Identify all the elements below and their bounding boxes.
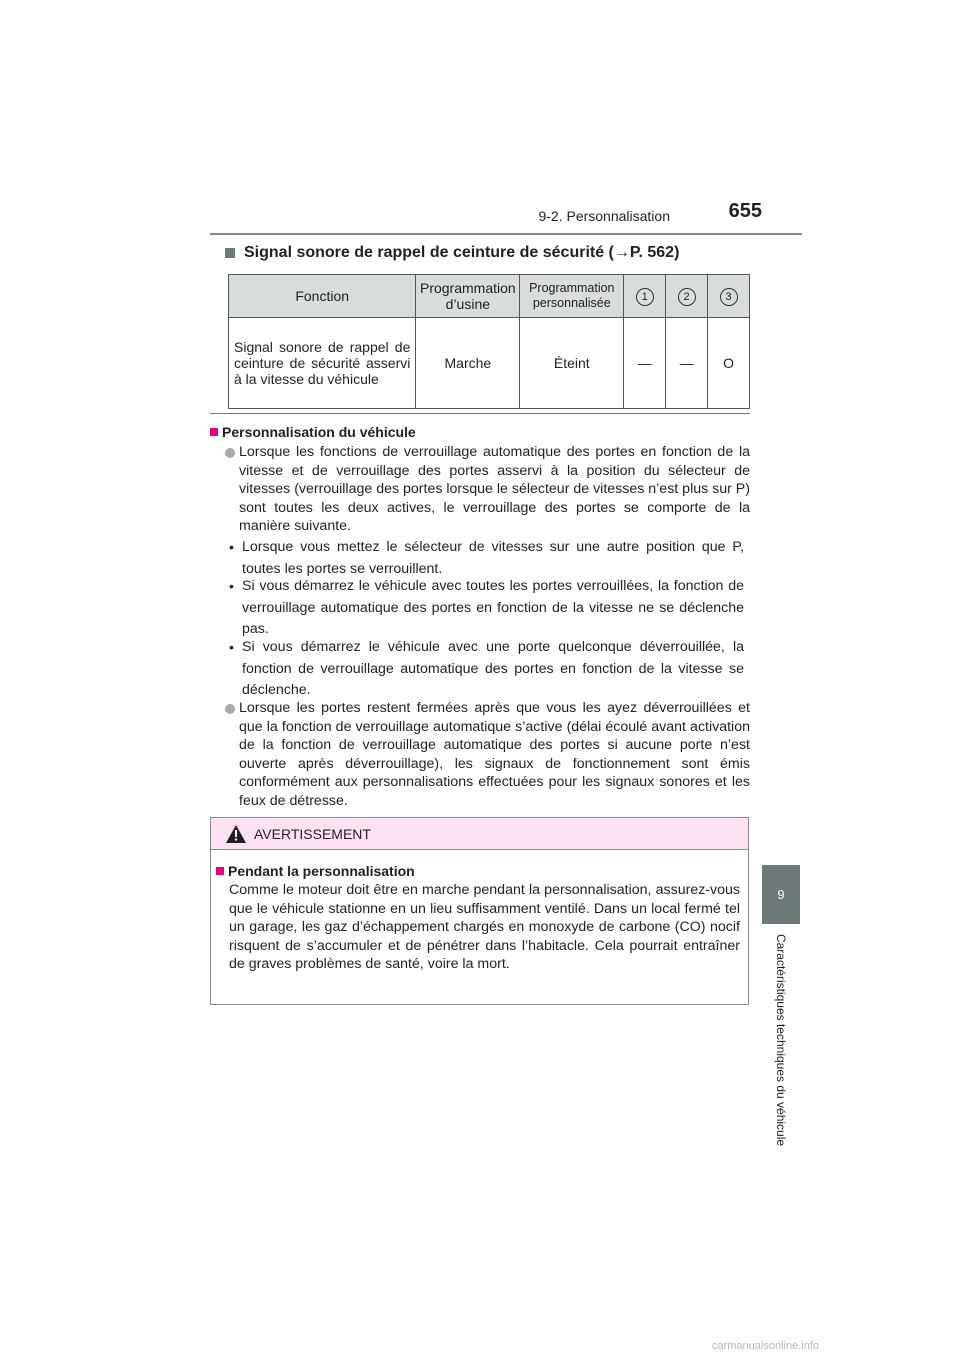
- section-title-text: Signal sonore de rappel de ceinture de sécurité (→P. 562): [244, 244, 680, 261]
- warning-header: [211, 818, 748, 850]
- warning-subtitle-text: Pendant la personnalisation: [228, 863, 415, 879]
- note-title: [210, 424, 416, 440]
- bullet-dot: •: [229, 639, 234, 655]
- circle-bullet-icon: [225, 448, 235, 458]
- header-divider: [210, 233, 802, 235]
- circled-two-icon: 2: [678, 288, 696, 306]
- header-col2: [666, 275, 708, 318]
- circled-three-icon: 3: [720, 288, 738, 306]
- header-custom: Programmation personnalisée: [520, 275, 624, 318]
- note-title-text: Personnalisation du véhicule: [222, 424, 416, 440]
- section-title: [225, 244, 765, 262]
- header-function: Fonction: [229, 275, 416, 318]
- header-section-title: 9-2. Personnalisation: [538, 208, 670, 224]
- cell-factory: Marche: [416, 318, 520, 409]
- header-col3: [708, 275, 750, 318]
- watermark: carmanualsonline.info: [712, 1340, 820, 1352]
- pink-square-icon: [210, 428, 218, 436]
- square-bullet-icon: [225, 248, 235, 258]
- chapter-tab-number: 9: [777, 887, 785, 902]
- cell-custom: Éteint: [520, 318, 624, 409]
- warning-box: [210, 817, 749, 1005]
- bullet-dot: •: [229, 539, 234, 555]
- table-header-row: [229, 275, 750, 318]
- note-sub-item-1: Lorsque vous mettez le sélecteur de vitesses sur une autre position que P, toutes les portes se verrouillent.: [242, 539, 744, 577]
- note-paragraph-1: Lorsque les fonctions de verrouillage automatique des portes en fonction de la vitesse et de verrouillage des portes asservi à la position du sélecteur de vitesses (verrouillage des portes lorsque le sélecteur de vitesses n’est plus sur P) sont toutes les deux actives, le verrouillage des portes se comporte de la manière suivante.: [239, 444, 750, 535]
- header-factory: Programmation d’usine: [416, 275, 520, 318]
- bullet-dot: •: [229, 578, 234, 594]
- chapter-tab-label: Caractéristiques techniques du véhicule: [774, 933, 788, 1147]
- cell-function: Signal sonore de rappel de ceinture de sécurité asservi à la vitesse du véhicule: [229, 318, 416, 409]
- circle-bullet-icon: [225, 704, 235, 714]
- page-number: 655: [728, 200, 762, 222]
- note-sub-item-3: Si vous démarrez le véhicule avec une porte quelconque déverrouillée, la fonction de verrouillage automatique des portes en fonction de la vitesse se déclenche.: [242, 639, 744, 698]
- circled-one-icon: 1: [636, 288, 654, 306]
- table-row: [229, 318, 750, 409]
- note-sub-item-2: Si vous démarrez le véhicule avec toutes les portes verrouillées, la fonction de verrouillage automatique des portes en fonction de la vitesse ne se déclenche pas.: [242, 578, 744, 637]
- warning-triangle-icon: [226, 825, 246, 843]
- warning-subtitle: [216, 863, 415, 879]
- chapter-tab[interactable]: [762, 865, 800, 924]
- cell-c1: —: [624, 318, 666, 409]
- function-table: [228, 274, 750, 409]
- cell-c3: O: [708, 318, 750, 409]
- warning-title: AVERTISSEMENT: [254, 825, 371, 842]
- header-col1: [624, 275, 666, 318]
- note-paragraph-2: Lorsque les portes restent fermées après que vous les ayez déverrouillées et que la fonction de verrouillage automatique s’active (délai écoulé avant activation de la fonction de verrouillage automatique des portes si aucune porte n’est ouverte après déverrouillage), les signaux de fonctionnement sont émis conformément aux personnalisations effectuées pour les signaux sonores et les feux de détresse.: [239, 700, 750, 809]
- warning-text: Comme le moteur doit être en marche pendant la personnalisation, assurez-vous que le véhicule stationne en un lieu suffisamment ventilé. Dans un local fermé tel un garage, les gaz d’échappement chargés en monoxyde de carbone (CO) nocif risquent de s’accumuler et de pénétrer dans l’habitacle. Cela pourrait entraîner de graves problèmes de santé, voire la mort.: [229, 882, 740, 973]
- note-divider: [210, 413, 750, 414]
- cell-c2: —: [666, 318, 708, 409]
- pink-square-icon: [216, 867, 224, 875]
